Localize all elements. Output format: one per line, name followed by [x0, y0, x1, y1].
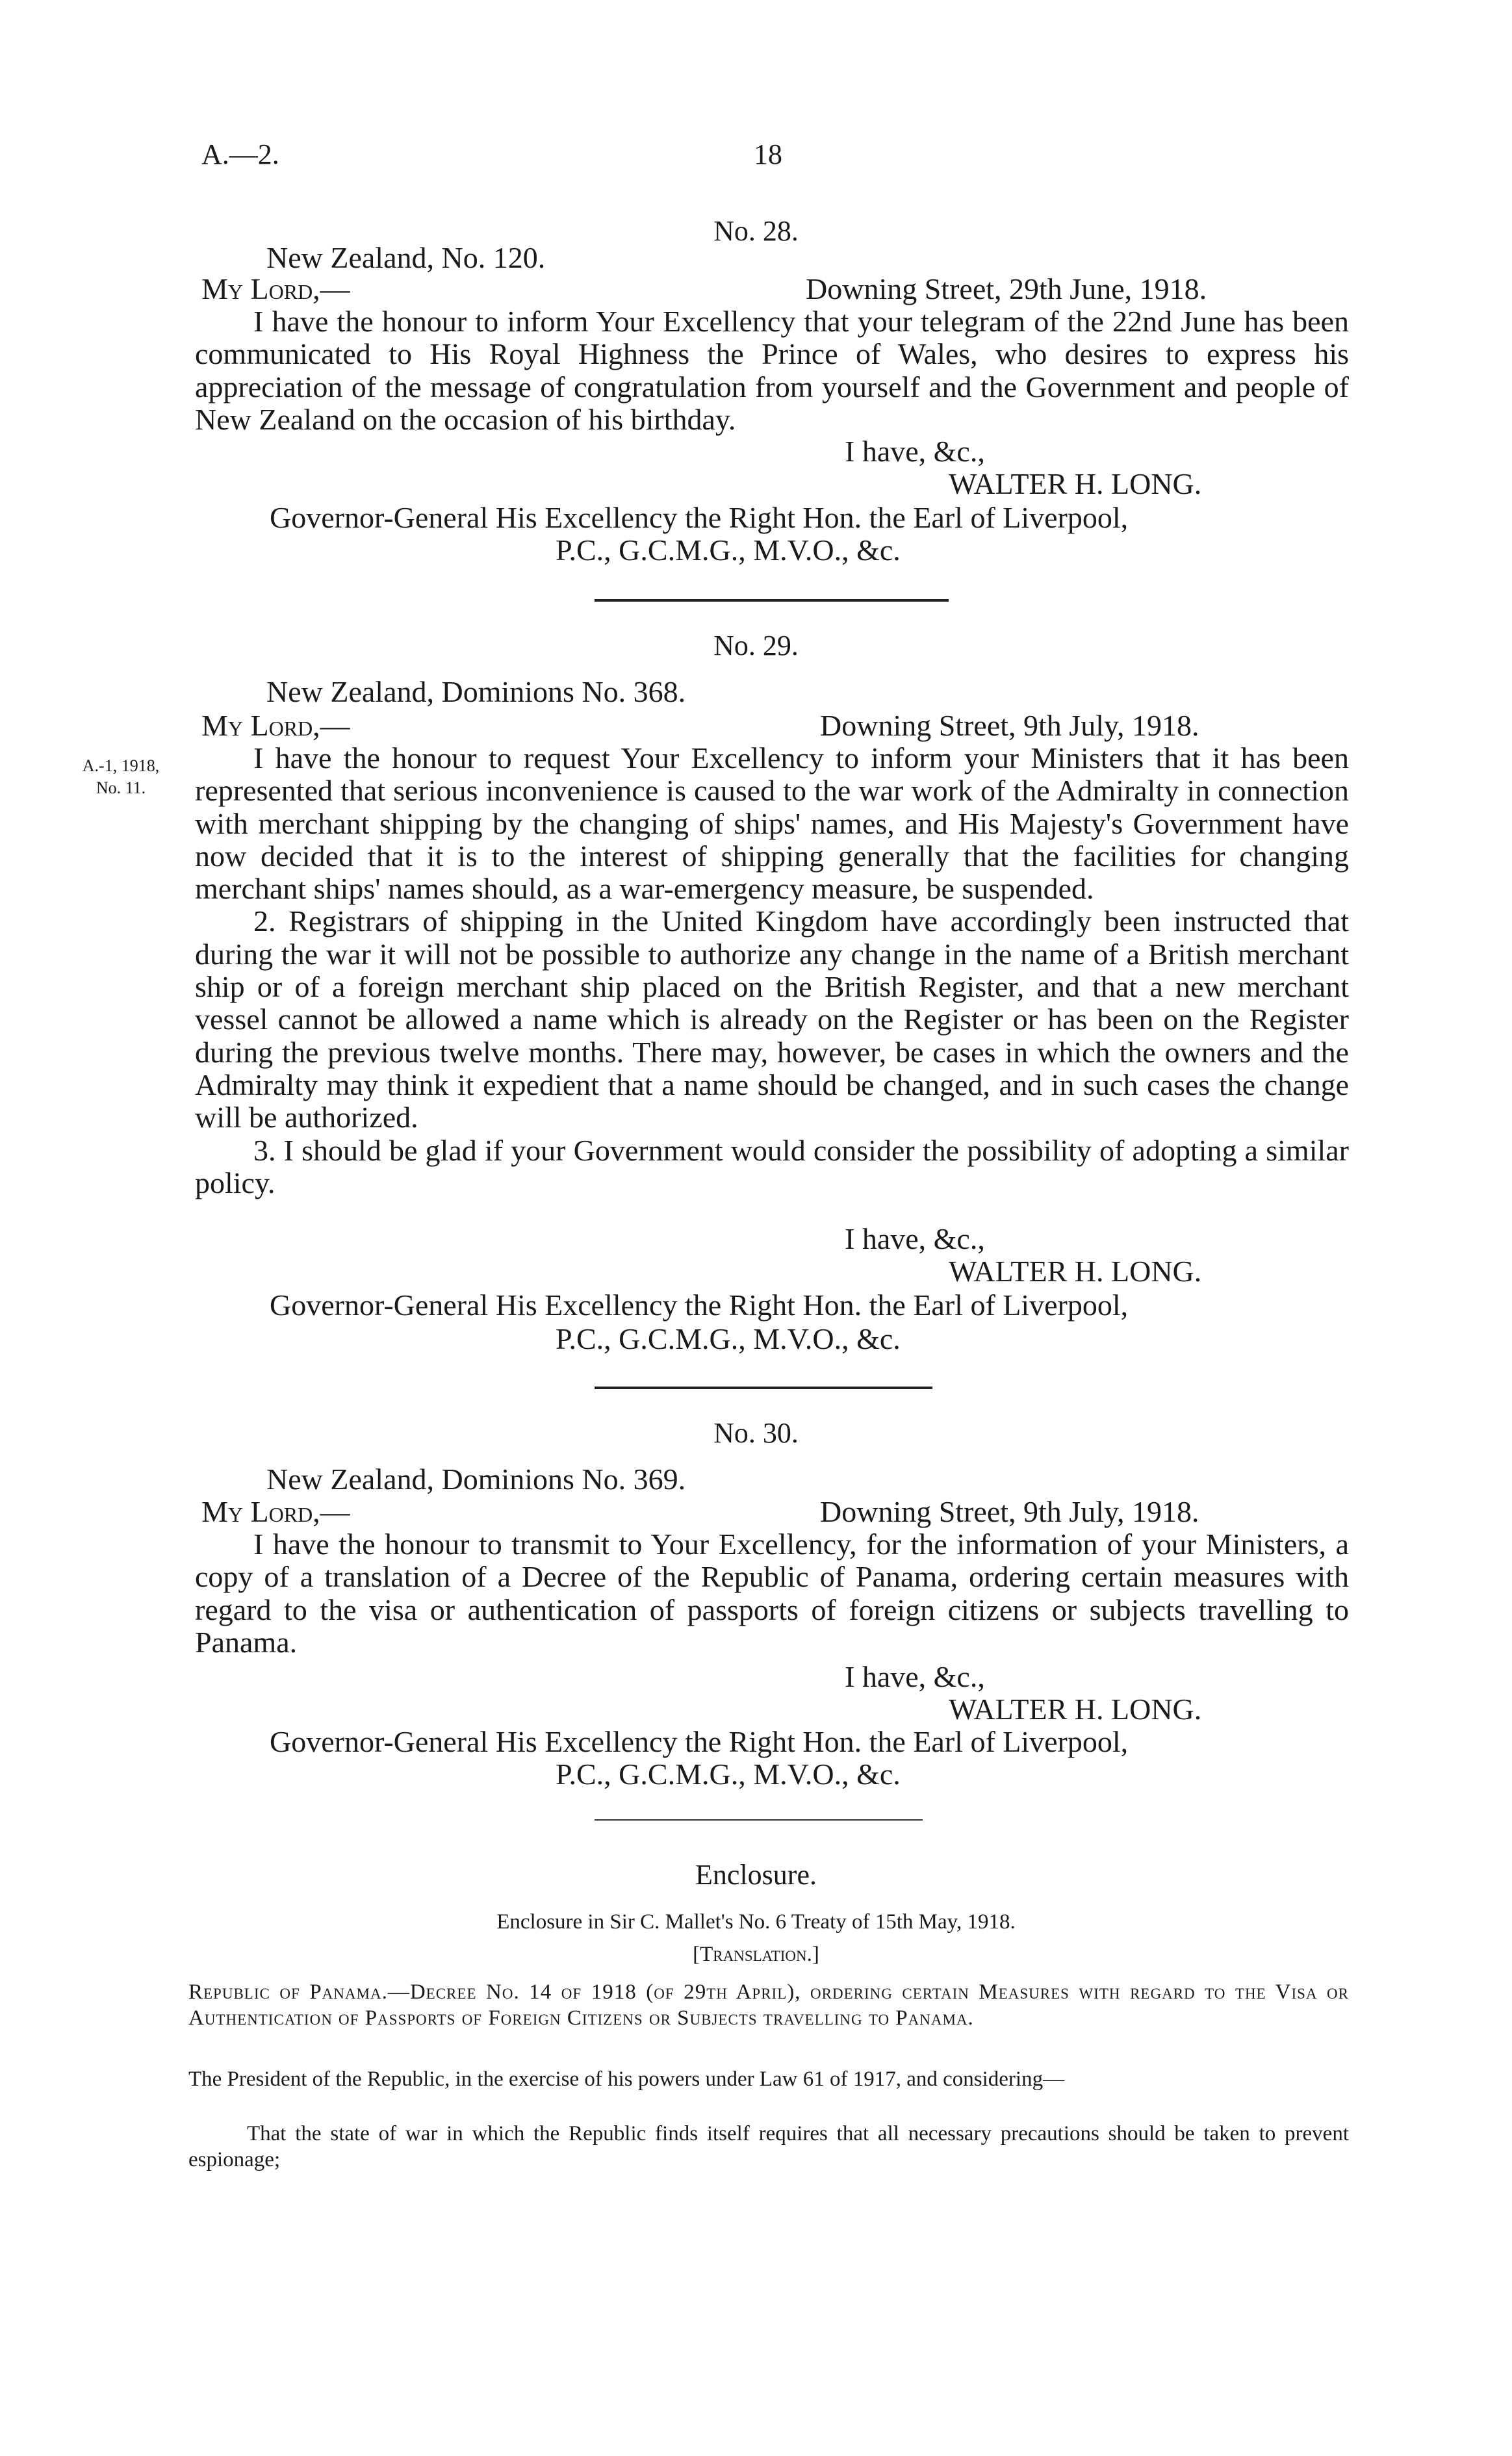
section-divider	[595, 599, 949, 602]
recipient-honours: P.C., G.C.M.G., M.V.O., &c.	[556, 1322, 901, 1355]
recipient: Governor-General His Excellency the Right Hon. the Earl of Liverpool,	[270, 501, 1129, 534]
page-number: 18	[754, 138, 782, 170]
address-date: Downing Street, 9th July, 1918.	[820, 1495, 1199, 1528]
letter-body: I have the honour to inform Your Excellency that your telegram of the 22nd June has been communicated to His Royal Highness the Prince of Wales, who desires to express his appreciation of the message of congratulation from yourself and the Government and people of New Zealand on the occasion of his birthday.	[195, 305, 1349, 436]
recipient: Governor-General His Excellency the Right Hon. the Earl of Liverpool,	[270, 1725, 1129, 1758]
decree-preamble: The President of the Republic, in the exercise of his powers under Law 61 of 1917, and considering—	[188, 2067, 1065, 2091]
closing: I have, &c.,	[845, 1660, 985, 1693]
enclosure-subtitle: Enclosure in Sir C. Mallet's No. 6 Treaty of 15th May, 1918.	[496, 1910, 1016, 1934]
recipient-honours: P.C., G.C.M.G., M.V.O., &c.	[556, 533, 901, 567]
header-reference: A.—2.	[201, 138, 279, 170]
recipient-honours: P.C., G.C.M.G., M.V.O., &c.	[556, 1758, 901, 1791]
enclosure-title: Enclosure.	[695, 1859, 817, 1891]
decree-considering: That the state of war in which the Republic finds itself requires that all necessary precautions should be taken to prevent espionage;	[188, 2122, 1349, 2171]
section-divider	[595, 1819, 923, 1821]
signature: WALTER H. LONG.	[949, 1255, 1202, 1288]
decree-heading: Republic of Panama.—Decree No. 14 of 1918 (of 29th April), ordering certain Measures with regard to the Visa or Authentication of Passports of Foreign Citizens or Subjects travelling to Panama.	[188, 1980, 1349, 2030]
address-date: Downing Street, 9th July, 1918.	[820, 709, 1199, 742]
closing: I have, &c.,	[845, 1222, 985, 1255]
letter-number: No. 28.	[713, 215, 799, 247]
dominion-ref: New Zealand, No. 120.	[266, 241, 546, 274]
letter-number: No. 30.	[713, 1417, 799, 1449]
dominion-ref: New Zealand, Dominions No. 368.	[266, 675, 686, 708]
letter-number: No. 29.	[713, 630, 799, 661]
salutation: My Lord,—	[201, 1495, 350, 1528]
translation-label: [Translation.]	[693, 1943, 819, 1966]
address-date: Downing Street, 29th June, 1918.	[806, 272, 1207, 305]
letter-body: I have the honour to request Your Excellency to inform your Ministers that it has been represented that serious inconvenience is caused to the war work of the Admiralty in connection with merchant shipping by the changing of ships' names, and His Majesty's Government have now decided that it is to the interest of shipping generally that the facilities for changing merchant ships' names should, as a war-emergency measure, be suspended. 2. Registrars of shipping in the United Kingdom have accordingly been instructed that during the war it will not be possible to authorize any change in the name of a British merchant ship or of a foreign merchant ship placed on the British Register, and that a new merchant vessel cannot be allowed a name which is already on the Register or has been on the Register during the previous twelve months. There may, however, be cases in which the owners and the Admiralty may think it expedient that a name should be changed, and in such cases the change will be authorized. 3. I should be glad if your Government would consider the possibility of adopting a similar policy.	[195, 741, 1349, 1199]
closing: I have, &c.,	[845, 435, 985, 468]
recipient: Governor-General His Excellency the Right Hon. the Earl of Liverpool,	[270, 1288, 1129, 1322]
margin-note: A.-1, 1918, No. 11.	[82, 756, 160, 797]
signature: WALTER H. LONG.	[949, 1693, 1202, 1726]
salutation: My Lord,—	[201, 709, 350, 742]
letter-body: I have the honour to transmit to Your Excellency, for the information of your Ministers, a copy of a translation of a Decree of the Republic of Panama, ordering certain measures with regard to the visa or authentication of passports of foreign citizens or subjects travelling to Panama.	[195, 1528, 1349, 1659]
signature: WALTER H. LONG.	[949, 467, 1202, 500]
salutation: My Lord,—	[201, 272, 350, 305]
section-divider	[595, 1387, 932, 1389]
dominion-ref: New Zealand, Dominions No. 369.	[266, 1463, 686, 1496]
